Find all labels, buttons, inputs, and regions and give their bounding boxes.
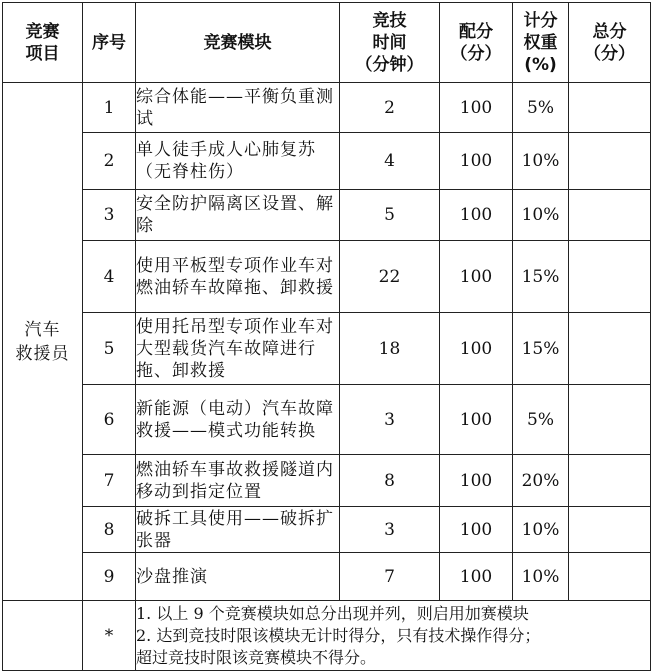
- row-total: [569, 241, 651, 313]
- row-index: 2: [83, 133, 136, 190]
- row-score: 100: [440, 190, 513, 241]
- row-module: 新能源（电动）汽车故障救援——模式功能转换: [136, 385, 340, 455]
- row-weight: 5%: [513, 83, 569, 133]
- note-line: 超过竞技时限该竞赛模块不得分。: [136, 647, 377, 667]
- table-row: [3, 385, 651, 455]
- row-total: [569, 455, 651, 507]
- header-total: 总分 （分）: [569, 3, 651, 83]
- row-time: 2: [340, 83, 440, 133]
- header-time: 竞技 时间 （分钟）: [340, 3, 440, 83]
- row-total: [569, 313, 651, 385]
- row-time: 7: [340, 553, 440, 601]
- row-total: [569, 190, 651, 241]
- header-category: 竞赛 项目: [3, 3, 83, 83]
- row-index: 4: [83, 241, 136, 313]
- table-row: [3, 241, 651, 313]
- header-index: 序号: [83, 3, 136, 83]
- row-module: 破拆工具使用——破拆扩张器: [136, 507, 340, 553]
- table-row: [3, 507, 651, 553]
- row-time: 4: [340, 133, 440, 190]
- row-module: 综合体能——平衡负重测试: [136, 83, 340, 133]
- row-weight: 10%: [513, 133, 569, 190]
- row-weight: 10%: [513, 553, 569, 601]
- header-score: 配分 （分）: [440, 3, 513, 83]
- row-weight: 5%: [513, 385, 569, 455]
- row-score: 100: [440, 313, 513, 385]
- row-score: 100: [440, 241, 513, 313]
- row-total: [569, 507, 651, 553]
- row-weight: 20%: [513, 455, 569, 507]
- note-row: [3, 601, 651, 671]
- row-module: 使用托吊型专项作业车对大型载货汽车故障进行拖、卸救援: [136, 313, 340, 385]
- header-module: 竞赛模块: [136, 3, 340, 83]
- scoring-table: [2, 2, 651, 671]
- note-line: 2. 达到竞技时限该模块无计时得分，只有技术操作得分；: [136, 625, 541, 645]
- row-score: 100: [440, 385, 513, 455]
- table-row: [3, 83, 651, 133]
- row-weight: 15%: [513, 313, 569, 385]
- row-time: 3: [340, 385, 440, 455]
- row-index: 7: [83, 455, 136, 507]
- row-weight: 10%: [513, 190, 569, 241]
- note-line: 1. 以上 9 个竞赛模块如总分出现并列，则启用加赛模块: [136, 603, 529, 623]
- row-module: 沙盘推演: [136, 553, 340, 601]
- row-score: 100: [440, 507, 513, 553]
- row-total: [569, 133, 651, 190]
- row-score: 100: [440, 553, 513, 601]
- row-module: 单人徒手成人心肺复苏（无脊柱伤）: [136, 133, 340, 190]
- note-empty-cell: [3, 601, 83, 671]
- table-row: [3, 313, 651, 385]
- table-row: [3, 133, 651, 190]
- row-index: 5: [83, 313, 136, 385]
- row-index: 8: [83, 507, 136, 553]
- row-time: 22: [340, 241, 440, 313]
- row-module: 燃油轿车事故救援隧道内移动到指定位置: [136, 455, 340, 507]
- row-weight: 15%: [513, 241, 569, 313]
- row-index: 1: [83, 83, 136, 133]
- table-row: [3, 455, 651, 507]
- row-time: 5: [340, 190, 440, 241]
- row-score: 100: [440, 133, 513, 190]
- note-marker: *: [83, 601, 136, 671]
- table-row: [3, 190, 651, 241]
- row-time: 8: [340, 455, 440, 507]
- row-index: 6: [83, 385, 136, 455]
- row-total: [569, 385, 651, 455]
- row-score: 100: [440, 83, 513, 133]
- row-total: [569, 83, 651, 133]
- row-weight: 10%: [513, 507, 569, 553]
- row-module: 安全防护隔离区设置、解除: [136, 190, 340, 241]
- row-index: 3: [83, 190, 136, 241]
- note-text: [136, 601, 651, 671]
- row-module: 使用平板型专项作业车对燃油轿车故障拖、卸救援: [136, 241, 340, 313]
- row-index: 9: [83, 553, 136, 601]
- row-total: [569, 553, 651, 601]
- header-weight: 计分 权重 (%): [513, 3, 569, 83]
- table-row: [3, 553, 651, 601]
- row-score: 100: [440, 455, 513, 507]
- row-time: 18: [340, 313, 440, 385]
- category-cell: 汽车 救援员: [3, 83, 83, 601]
- header-row: [3, 3, 651, 83]
- row-time: 3: [340, 507, 440, 553]
